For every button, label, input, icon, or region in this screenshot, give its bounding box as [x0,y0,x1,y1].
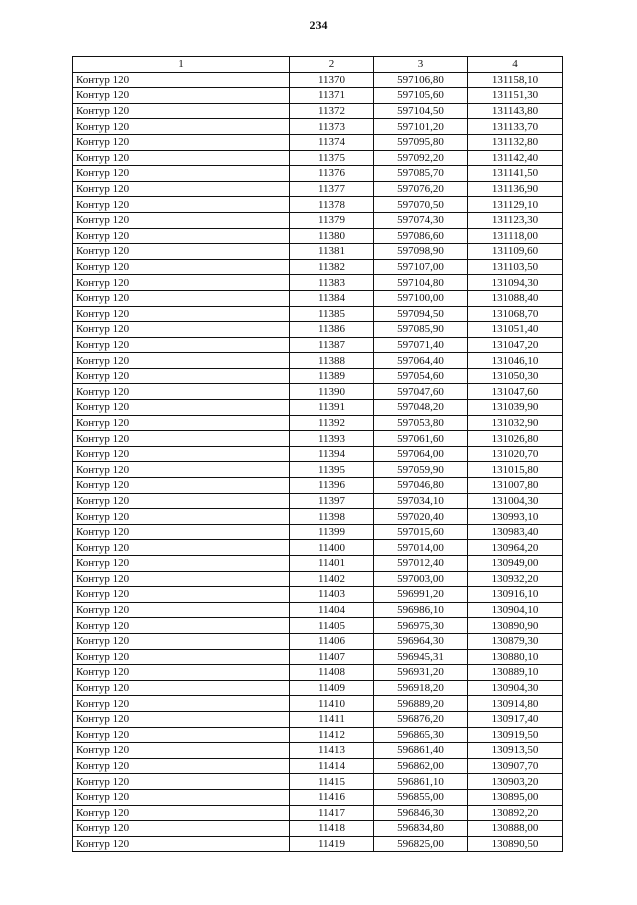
y-coordinate-cell: 130903,20 [468,774,563,790]
point-number-cell: 11377 [290,181,374,197]
x-coordinate-cell: 596855,00 [374,789,468,805]
table-row [73,556,563,572]
y-coordinate-cell: 130917,40 [468,711,563,727]
x-coordinate-cell: 596986,10 [374,602,468,618]
point-number-cell: 11412 [290,727,374,743]
x-coordinate-cell: 597071,40 [374,337,468,353]
table-row [73,696,563,712]
x-coordinate-cell: 597003,00 [374,571,468,587]
x-coordinate-cell: 597092,20 [374,150,468,166]
table-row [73,415,563,431]
table-row [73,103,563,119]
point-number-cell: 11405 [290,618,374,634]
y-coordinate-cell: 131047,20 [468,337,563,353]
y-coordinate-cell: 130889,10 [468,665,563,681]
point-number-cell: 11384 [290,290,374,306]
x-coordinate-cell: 597085,70 [374,166,468,182]
y-coordinate-cell: 131068,70 [468,306,563,322]
table-row [73,774,563,790]
table-body [73,72,563,852]
x-coordinate-cell: 597095,80 [374,134,468,150]
table-row [73,244,563,260]
x-coordinate-cell: 597104,80 [374,275,468,291]
x-coordinate-cell: 596834,80 [374,821,468,837]
point-number-cell: 11411 [290,711,374,727]
contour-name-cell: Контур 120 [73,602,290,618]
contour-name-cell: Контур 120 [73,556,290,572]
x-coordinate-cell: 597070,50 [374,197,468,213]
point-number-cell: 11382 [290,259,374,275]
point-number-cell: 11398 [290,509,374,525]
point-number-cell: 11381 [290,244,374,260]
point-number-cell: 11401 [290,556,374,572]
point-number-cell: 11396 [290,478,374,494]
y-coordinate-cell: 131123,30 [468,212,563,228]
x-coordinate-cell: 596889,20 [374,696,468,712]
table-row [73,181,563,197]
table-row [73,368,563,384]
y-coordinate-cell: 131094,30 [468,275,563,291]
x-coordinate-cell: 596991,20 [374,587,468,603]
y-coordinate-cell: 131020,70 [468,446,563,462]
y-coordinate-cell: 130904,10 [468,602,563,618]
x-coordinate-cell: 596825,00 [374,836,468,852]
contour-name-cell: Контур 120 [73,509,290,525]
contour-name-cell: Контур 120 [73,805,290,821]
x-coordinate-cell: 597054,60 [374,368,468,384]
y-coordinate-cell: 130879,30 [468,633,563,649]
contour-name-cell: Контур 120 [73,571,290,587]
y-coordinate-cell: 131143,80 [468,103,563,119]
x-coordinate-cell: 597047,60 [374,384,468,400]
point-number-cell: 11419 [290,836,374,852]
point-number-cell: 11388 [290,353,374,369]
point-number-cell: 11407 [290,649,374,665]
x-coordinate-cell: 596975,30 [374,618,468,634]
table-row [73,134,563,150]
point-number-cell: 11408 [290,665,374,681]
x-coordinate-cell: 596865,30 [374,727,468,743]
point-number-cell: 11418 [290,821,374,837]
contour-name-cell: Контур 120 [73,384,290,400]
point-number-cell: 11406 [290,633,374,649]
y-coordinate-cell: 131050,30 [468,368,563,384]
contour-name-cell: Контур 120 [73,680,290,696]
point-number-cell: 11395 [290,462,374,478]
y-coordinate-cell: 131088,40 [468,290,563,306]
y-coordinate-cell: 131047,60 [468,384,563,400]
contour-name-cell: Контур 120 [73,633,290,649]
point-number-cell: 11413 [290,743,374,759]
point-number-cell: 11378 [290,197,374,213]
point-number-cell: 11389 [290,368,374,384]
contour-name-cell: Контур 120 [73,166,290,182]
x-coordinate-cell: 597104,50 [374,103,468,119]
contour-name-cell: Контур 120 [73,228,290,244]
contour-name-cell: Контур 120 [73,103,290,119]
x-coordinate-cell: 597094,50 [374,306,468,322]
contour-name-cell: Контур 120 [73,119,290,135]
contour-name-cell: Контур 120 [73,446,290,462]
table-row [73,150,563,166]
point-number-cell: 11372 [290,103,374,119]
contour-name-cell: Контур 120 [73,150,290,166]
table-row [73,711,563,727]
contour-name-cell: Контур 120 [73,711,290,727]
contour-name-cell: Контур 120 [73,212,290,228]
y-coordinate-cell: 131051,40 [468,322,563,338]
table-row [73,524,563,540]
table-row [73,119,563,135]
point-number-cell: 11391 [290,400,374,416]
contour-name-cell: Контур 120 [73,322,290,338]
contour-name-cell: Контур 120 [73,540,290,556]
contour-name-cell: Контур 120 [73,306,290,322]
contour-name-cell: Контур 120 [73,72,290,88]
table-row [73,789,563,805]
table-row [73,290,563,306]
y-coordinate-cell: 131032,90 [468,415,563,431]
table-row [73,821,563,837]
column-header-1: 1 [73,57,290,73]
y-coordinate-cell: 130919,50 [468,727,563,743]
y-coordinate-cell: 131118,00 [468,228,563,244]
y-coordinate-cell: 131133,70 [468,119,563,135]
table-row [73,446,563,462]
table-row [73,805,563,821]
point-number-cell: 11386 [290,322,374,338]
point-number-cell: 11370 [290,72,374,88]
x-coordinate-cell: 596846,30 [374,805,468,821]
table-row [73,540,563,556]
x-coordinate-cell: 596876,20 [374,711,468,727]
table-row [73,727,563,743]
x-coordinate-cell: 597085,90 [374,322,468,338]
x-coordinate-cell: 596931,20 [374,665,468,681]
point-number-cell: 11379 [290,212,374,228]
table-row [73,649,563,665]
x-coordinate-cell: 597014,00 [374,540,468,556]
point-number-cell: 11417 [290,805,374,821]
coordinates-table [72,56,563,852]
contour-name-cell: Контур 120 [73,758,290,774]
point-number-cell: 11385 [290,306,374,322]
contour-name-cell: Контур 120 [73,353,290,369]
point-number-cell: 11387 [290,337,374,353]
table-row [73,337,563,353]
point-number-cell: 11374 [290,134,374,150]
column-header-4: 4 [468,57,563,73]
table-row [73,212,563,228]
point-number-cell: 11399 [290,524,374,540]
x-coordinate-cell: 597034,10 [374,493,468,509]
table-row [73,197,563,213]
x-coordinate-cell: 597106,80 [374,72,468,88]
y-coordinate-cell: 130932,20 [468,571,563,587]
point-number-cell: 11376 [290,166,374,182]
contour-name-cell: Контур 120 [73,462,290,478]
point-number-cell: 11380 [290,228,374,244]
x-coordinate-cell: 597053,80 [374,415,468,431]
y-coordinate-cell: 130890,90 [468,618,563,634]
contour-name-cell: Контур 120 [73,493,290,509]
x-coordinate-cell: 597064,00 [374,446,468,462]
column-header-3: 3 [374,57,468,73]
y-coordinate-cell: 131151,30 [468,88,563,104]
contour-name-cell: Контур 120 [73,649,290,665]
table-row [73,275,563,291]
x-coordinate-cell: 596945,31 [374,649,468,665]
contour-name-cell: Контур 120 [73,789,290,805]
point-number-cell: 11393 [290,431,374,447]
table-row [73,633,563,649]
point-number-cell: 11397 [290,493,374,509]
page-number: 234 [309,18,328,32]
y-coordinate-cell: 131007,80 [468,478,563,494]
table-row [73,758,563,774]
x-coordinate-cell: 597086,60 [374,228,468,244]
table-row [73,306,563,322]
x-coordinate-cell: 597100,00 [374,290,468,306]
point-number-cell: 11375 [290,150,374,166]
point-number-cell: 11373 [290,119,374,135]
contour-name-cell: Контур 120 [73,88,290,104]
table-row [73,462,563,478]
contour-name-cell: Контур 120 [73,290,290,306]
x-coordinate-cell: 596862,00 [374,758,468,774]
contour-name-cell: Контур 120 [73,836,290,852]
y-coordinate-cell: 130895,00 [468,789,563,805]
table-row [73,228,563,244]
contour-name-cell: Контур 120 [73,774,290,790]
x-coordinate-cell: 597101,20 [374,119,468,135]
y-coordinate-cell: 131142,40 [468,150,563,166]
contour-name-cell: Контур 120 [73,134,290,150]
y-coordinate-cell: 130949,00 [468,556,563,572]
y-coordinate-cell: 130993,10 [468,509,563,525]
y-coordinate-cell: 130890,50 [468,836,563,852]
contour-name-cell: Контур 120 [73,259,290,275]
y-coordinate-cell: 130913,50 [468,743,563,759]
y-coordinate-cell: 130983,40 [468,524,563,540]
x-coordinate-cell: 597012,40 [374,556,468,572]
x-coordinate-cell: 596861,40 [374,743,468,759]
y-coordinate-cell: 131004,30 [468,493,563,509]
contour-name-cell: Контур 120 [73,696,290,712]
contour-name-cell: Контур 120 [73,275,290,291]
contour-name-cell: Контур 120 [73,478,290,494]
x-coordinate-cell: 597098,90 [374,244,468,260]
y-coordinate-cell: 130916,10 [468,587,563,603]
y-coordinate-cell: 130888,00 [468,821,563,837]
contour-name-cell: Контур 120 [73,400,290,416]
y-coordinate-cell: 131109,60 [468,244,563,260]
point-number-cell: 11392 [290,415,374,431]
point-number-cell: 11400 [290,540,374,556]
table-row [73,680,563,696]
point-number-cell: 11402 [290,571,374,587]
y-coordinate-cell: 130880,10 [468,649,563,665]
point-number-cell: 11371 [290,88,374,104]
contour-name-cell: Контур 120 [73,587,290,603]
x-coordinate-cell: 597020,40 [374,509,468,525]
table-row [73,602,563,618]
contour-name-cell: Контур 120 [73,431,290,447]
table-row [73,665,563,681]
y-coordinate-cell: 131158,10 [468,72,563,88]
x-coordinate-cell: 597076,20 [374,181,468,197]
y-coordinate-cell: 130964,20 [468,540,563,556]
point-number-cell: 11414 [290,758,374,774]
table-row [73,431,563,447]
column-header-2: 2 [290,57,374,73]
y-coordinate-cell: 131129,10 [468,197,563,213]
table-row [73,493,563,509]
x-coordinate-cell: 597074,30 [374,212,468,228]
y-coordinate-cell: 131132,80 [468,134,563,150]
table-row [73,259,563,275]
x-coordinate-cell: 597061,60 [374,431,468,447]
y-coordinate-cell: 130907,70 [468,758,563,774]
table-row [73,322,563,338]
table-row [73,166,563,182]
point-number-cell: 11403 [290,587,374,603]
y-coordinate-cell: 131046,10 [468,353,563,369]
point-number-cell: 11410 [290,696,374,712]
y-coordinate-cell: 131015,80 [468,462,563,478]
y-coordinate-cell: 131141,50 [468,166,563,182]
contour-name-cell: Контур 120 [73,743,290,759]
table-row [73,509,563,525]
table-row [73,88,563,104]
contour-name-cell: Контур 120 [73,244,290,260]
x-coordinate-cell: 597046,80 [374,478,468,494]
point-number-cell: 11383 [290,275,374,291]
table-header-row [73,57,563,73]
y-coordinate-cell: 130904,30 [468,680,563,696]
contour-name-cell: Контур 120 [73,618,290,634]
x-coordinate-cell: 597015,60 [374,524,468,540]
x-coordinate-cell: 596861,10 [374,774,468,790]
point-number-cell: 11416 [290,789,374,805]
y-coordinate-cell: 130914,80 [468,696,563,712]
table-row [73,400,563,416]
table-row [73,587,563,603]
point-number-cell: 11390 [290,384,374,400]
contour-name-cell: Контур 120 [73,197,290,213]
x-coordinate-cell: 597107,00 [374,259,468,275]
y-coordinate-cell: 130892,20 [468,805,563,821]
x-coordinate-cell: 597059,90 [374,462,468,478]
y-coordinate-cell: 131026,80 [468,431,563,447]
point-number-cell: 11394 [290,446,374,462]
table-row [73,836,563,852]
point-number-cell: 11409 [290,680,374,696]
contour-name-cell: Контур 120 [73,524,290,540]
table-row [73,353,563,369]
contour-name-cell: Контур 120 [73,727,290,743]
x-coordinate-cell: 597105,60 [374,88,468,104]
x-coordinate-cell: 597048,20 [374,400,468,416]
point-number-cell: 11415 [290,774,374,790]
contour-name-cell: Контур 120 [73,821,290,837]
table-row [73,618,563,634]
y-coordinate-cell: 131136,90 [468,181,563,197]
contour-name-cell: Контур 120 [73,665,290,681]
contour-name-cell: Контур 120 [73,181,290,197]
y-coordinate-cell: 131103,50 [468,259,563,275]
table-row [73,478,563,494]
contour-name-cell: Контур 120 [73,415,290,431]
y-coordinate-cell: 131039,90 [468,400,563,416]
x-coordinate-cell: 597064,40 [374,353,468,369]
contour-name-cell: Контур 120 [73,337,290,353]
table-row [73,72,563,88]
table-row [73,743,563,759]
table-row [73,384,563,400]
point-number-cell: 11404 [290,602,374,618]
table-row [73,571,563,587]
contour-name-cell: Контур 120 [73,368,290,384]
x-coordinate-cell: 596964,30 [374,633,468,649]
x-coordinate-cell: 596918,20 [374,680,468,696]
